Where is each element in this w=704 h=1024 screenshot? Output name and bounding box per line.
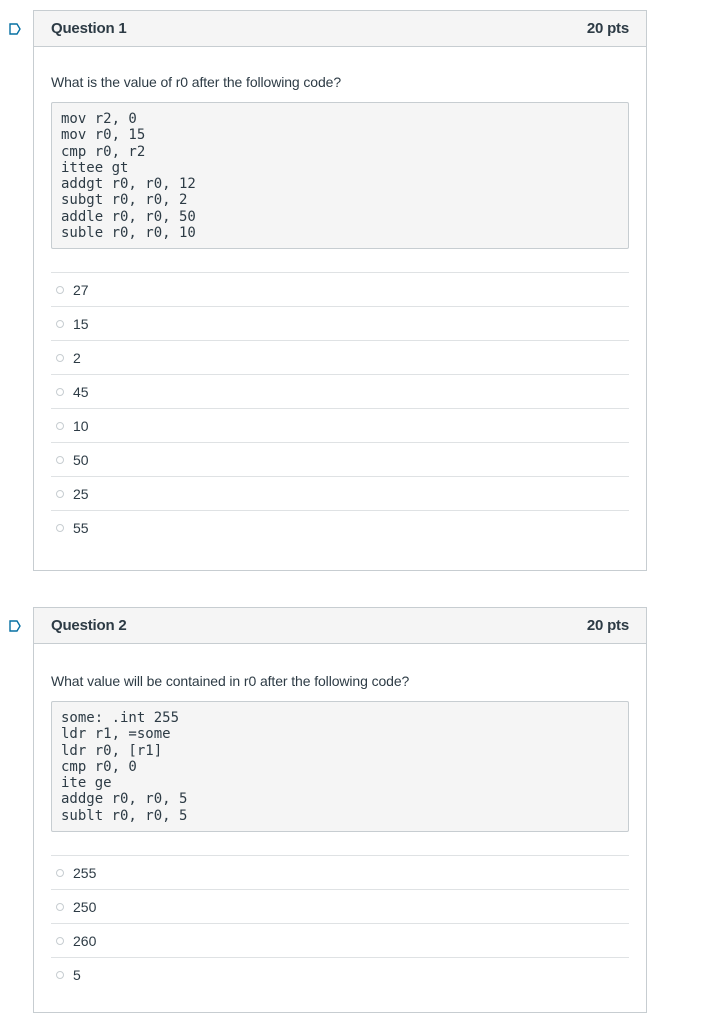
question-header <box>34 11 646 47</box>
radio-button[interactable] <box>56 354 64 362</box>
answer-label: 260 <box>73 932 97 949</box>
question-prompt: What value will be contained in r0 after the following code? <box>51 673 410 689</box>
answer-label: 5 <box>73 967 81 983</box>
answer-option[interactable] <box>51 341 629 375</box>
question-1 <box>33 10 647 571</box>
answer-label: 15 <box>73 315 89 332</box>
answer-list <box>51 272 629 545</box>
answer-label: 50 <box>73 451 89 468</box>
answer-label: 45 <box>73 383 89 400</box>
radio-button[interactable] <box>56 320 64 328</box>
answer-list <box>51 855 629 992</box>
question-points: 20 pts <box>586 617 629 634</box>
answer-label: 25 <box>73 485 89 502</box>
question-body <box>34 74 646 545</box>
code-block: some: .int 255 ldr r1, =some ldr r0, [r1] cmp r0, 0 ite ge addge r0, r0, 5 sublt r0, r0, 5 <box>51 701 629 832</box>
answer-option[interactable] <box>51 409 629 443</box>
code-block: mov r2, 0 mov r0, 15 cmp r0, r2 ittee gt addgt r0, r0, 12 subgt r0, r0, 2 addle r0, r0, 50 suble r0, r0, 10 <box>51 102 629 249</box>
answer-label: 255 <box>73 864 97 881</box>
answer-option[interactable] <box>51 958 629 992</box>
answer-option[interactable] <box>51 511 629 545</box>
radio-button[interactable] <box>56 869 64 877</box>
flag-question-1-icon[interactable] <box>9 23 21 35</box>
flag-question-2-icon[interactable] <box>9 620 21 632</box>
question-header <box>34 608 646 644</box>
radio-button[interactable] <box>56 388 64 396</box>
radio-button[interactable] <box>56 456 64 464</box>
answer-label: 10 <box>73 417 89 434</box>
radio-button[interactable] <box>56 286 64 294</box>
radio-button[interactable] <box>56 903 64 911</box>
answer-option[interactable] <box>51 477 629 511</box>
question-points: 20 pts <box>586 20 629 37</box>
question-title: Question 2 <box>51 617 127 634</box>
answer-label: 55 <box>73 520 89 536</box>
answer-option[interactable] <box>51 307 629 341</box>
radio-button[interactable] <box>56 490 64 498</box>
answer-option[interactable] <box>51 890 629 924</box>
answer-option[interactable] <box>51 443 629 477</box>
answer-option[interactable] <box>51 924 629 958</box>
answer-option[interactable] <box>51 856 629 890</box>
answer-option[interactable] <box>51 375 629 409</box>
answer-option[interactable] <box>51 273 629 307</box>
answer-label: 2 <box>73 349 81 366</box>
radio-button[interactable] <box>56 971 64 979</box>
radio-button[interactable] <box>56 524 64 532</box>
radio-button[interactable] <box>56 937 64 945</box>
question-title: Question 1 <box>51 20 127 37</box>
answer-label: 27 <box>73 281 89 298</box>
question-prompt: What is the value of r0 after the following code? <box>51 74 342 90</box>
question-body <box>34 673 646 992</box>
radio-button[interactable] <box>56 422 64 430</box>
answer-label: 250 <box>73 898 97 915</box>
question-2 <box>33 607 647 1013</box>
